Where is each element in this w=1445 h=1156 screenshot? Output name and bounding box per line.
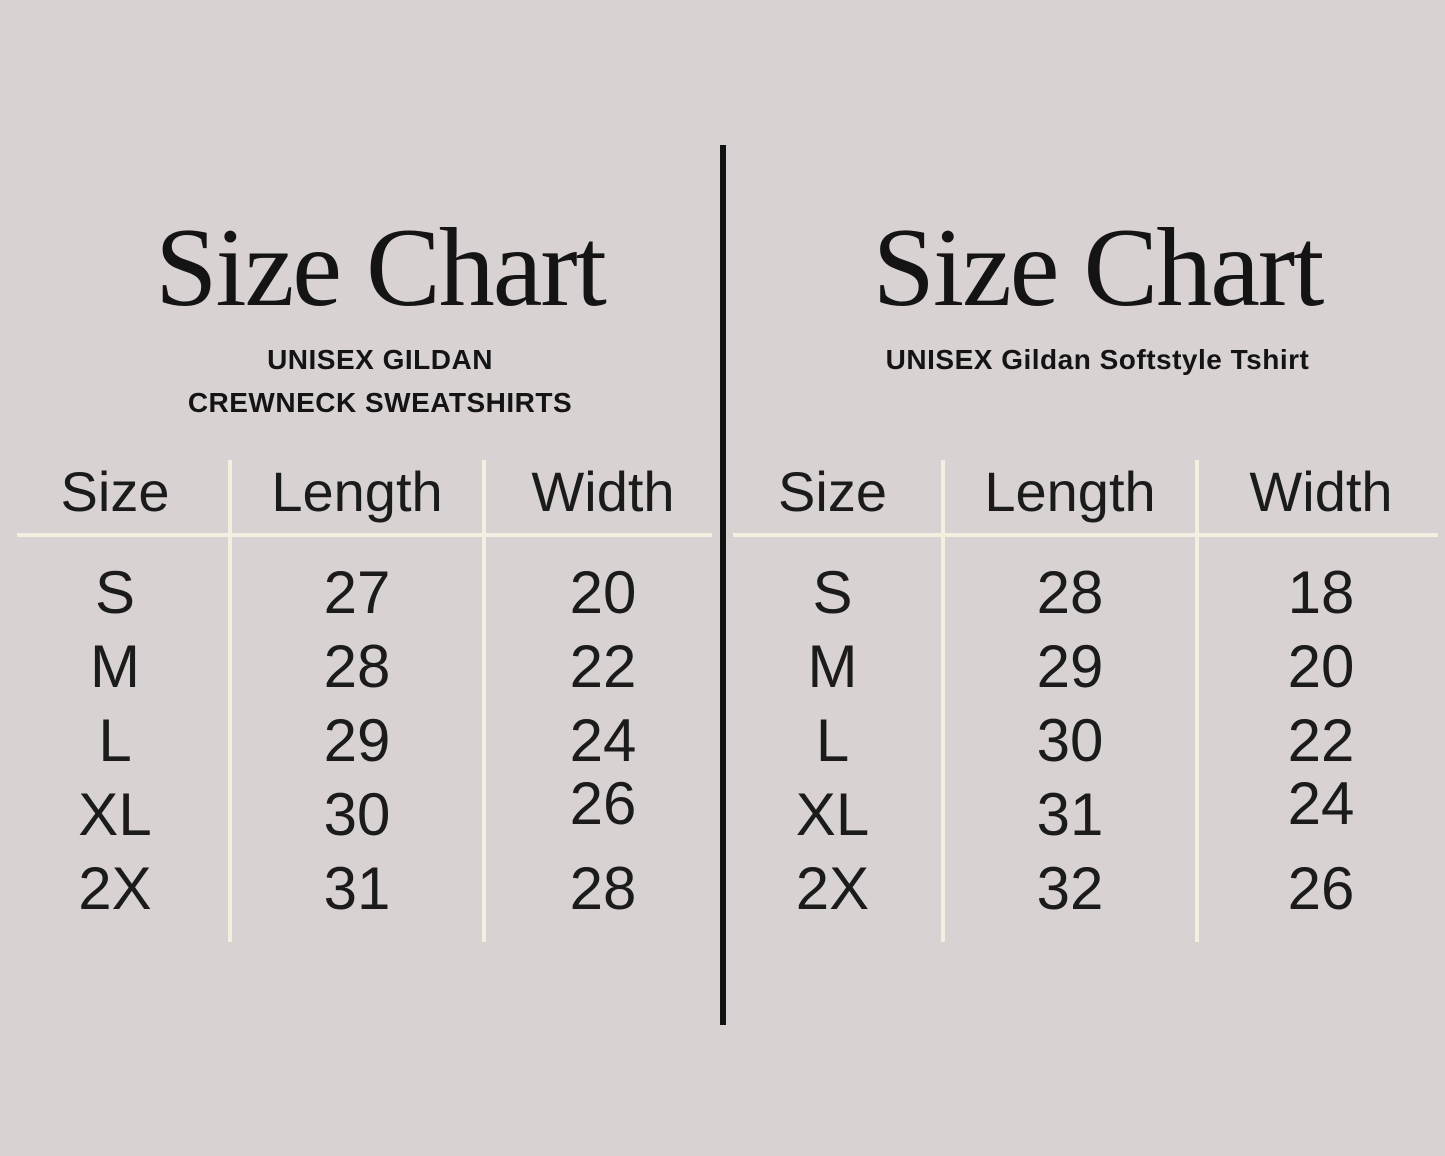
right-table-header-size: Size: [778, 459, 887, 523]
table-cell: S: [812, 558, 853, 626]
table-cell: 22: [1287, 706, 1355, 774]
right-panel-title: Size Chart: [872, 206, 1323, 330]
table-cell: 31: [1036, 780, 1104, 848]
left-panel-subtitle: [10, 338, 750, 424]
table-cell: 27: [323, 558, 391, 626]
table-cell: 30: [323, 780, 391, 848]
table-cell: S: [94, 558, 136, 626]
right-panel-subtitle: [735, 338, 1445, 381]
table-cell: 2X: [795, 854, 870, 922]
left-panel-heading: [10, 206, 750, 424]
table-cell: 28: [1036, 558, 1104, 626]
right-table-body: [722, 555, 1445, 925]
right-panel-subtitle-line-1: UNISEX Gildan Softstyle Tshirt: [885, 344, 1310, 375]
table-cell: 18: [1287, 558, 1355, 626]
right-table-header-width: Width: [1249, 459, 1393, 523]
table-cell: 24: [569, 706, 637, 774]
table-cell: 2X: [78, 854, 152, 922]
right-panel-heading: [735, 206, 1445, 381]
left-panel-subtitle-line-2: CREWNECK SWEATSHIRTS: [187, 387, 573, 418]
table-cell: 29: [1036, 632, 1104, 700]
left-table-body: [0, 555, 722, 925]
right-table-header-row: [722, 452, 1445, 530]
table-cell: 28: [569, 854, 637, 922]
left-table-header-width: Width: [531, 459, 675, 523]
left-table-header-length: Length: [271, 459, 443, 523]
table-cell: 24: [1287, 769, 1355, 837]
table-cell: 22: [569, 632, 637, 700]
table-cell: M: [807, 632, 858, 700]
left-panel-subtitle-line-1: UNISEX GILDAN: [267, 344, 493, 375]
table-cell: 26: [1287, 854, 1355, 922]
table-cell: XL: [795, 780, 870, 848]
table-cell: 28: [323, 632, 391, 700]
table-cell: XL: [78, 780, 152, 848]
table-cell: 30: [1036, 706, 1104, 774]
left-panel-title: Size Chart: [155, 206, 605, 330]
table-cell: 26: [569, 769, 637, 837]
table-cell: 20: [1287, 632, 1355, 700]
right-table-header-rule: [733, 533, 1438, 537]
table-cell: 31: [323, 854, 391, 922]
table-cell: 20: [569, 558, 637, 626]
table-cell: 32: [1036, 854, 1104, 922]
left-table-header-rule: [17, 533, 712, 537]
table-cell: L: [98, 706, 132, 774]
table-cell: 29: [323, 706, 391, 774]
table-cell: L: [815, 706, 850, 774]
right-table-header-length: Length: [984, 459, 1156, 523]
table-cell: M: [90, 632, 140, 700]
left-table-header-size: Size: [60, 459, 170, 523]
left-table-header-row: [0, 452, 722, 530]
